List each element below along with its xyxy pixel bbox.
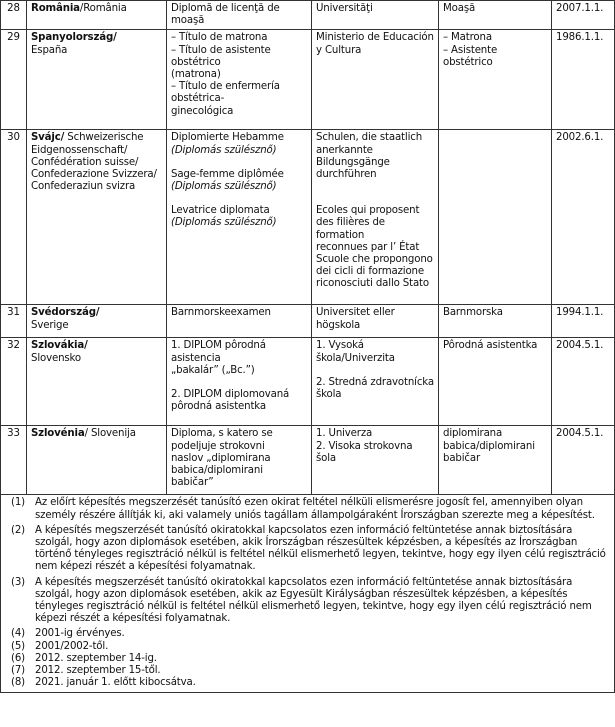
diploma-cell bbox=[167, 1, 312, 30]
table-row bbox=[1, 30, 615, 130]
issuer-line: riconosciuti dallo Stato bbox=[316, 278, 429, 290]
footnote bbox=[5, 497, 610, 521]
footnote-text: 2012. szeptember 14-ig. bbox=[35, 652, 157, 664]
date-cell: 2004.5.1. bbox=[552, 338, 615, 426]
country-name: Szlovákia/ bbox=[31, 340, 88, 352]
footnote-text: A képesítés megszerzését tanúsító okiratokkal kapcsolatos ezen információ feltüntetése annak biztosítására szolgál, hogy azon diplomások esetében, akik Írországban részesültek képzésben, a képesítés az Írországban történő tényleges regisztráció nélkül is feltétel nélkül elismerhető legyen, tekintve, hogy egy ilyen célú regisztráció nem képezi részét a képesítési folyamatnak. bbox=[35, 524, 606, 573]
footnotes-cell bbox=[1, 495, 615, 693]
issuer-line: Ecoles qui proposent bbox=[316, 205, 420, 217]
country-cell bbox=[27, 1, 167, 30]
footnote-text: 2001/2002-től. bbox=[35, 640, 109, 652]
row-number: 33 bbox=[1, 426, 27, 495]
footnote bbox=[5, 677, 610, 689]
diploma-cell bbox=[167, 30, 312, 130]
country-native-name: España bbox=[31, 44, 68, 56]
diploma-cell bbox=[167, 338, 312, 426]
country-cell bbox=[27, 130, 167, 305]
table-row bbox=[1, 338, 615, 426]
country-name: Svédország/ bbox=[31, 307, 100, 319]
issuer-line: škola/Univerzita bbox=[316, 352, 395, 364]
title-line: Barnmorska bbox=[443, 307, 503, 319]
diploma-line: naslov „diplomirana bbox=[171, 452, 271, 464]
table-row bbox=[1, 426, 615, 495]
country-name: România bbox=[31, 3, 80, 14]
title-line: babica/diplomirani bbox=[443, 440, 535, 452]
footnote-marker: (7) bbox=[11, 665, 25, 677]
diploma-line: Barnmorskeexamen bbox=[171, 307, 271, 319]
country-native-name: Schweizerische Eidgenossenschaft/ Confédération suisse/ Confederazione Svizzera/ Confederaziun svizra bbox=[31, 132, 157, 193]
row-number: 31 bbox=[1, 305, 27, 338]
issuer-cell bbox=[312, 30, 439, 130]
footnotes bbox=[1, 495, 614, 692]
title-line: Moaşă bbox=[443, 3, 476, 14]
footnote bbox=[5, 665, 610, 677]
diploma-translation: (Diplomás szülésznő) bbox=[171, 217, 277, 229]
diploma-line: obstétrico bbox=[171, 56, 221, 68]
issuer-line: durchführen bbox=[316, 169, 377, 181]
footnote bbox=[5, 577, 610, 626]
issuer-line: 2. Visoka strokovna šola bbox=[316, 440, 413, 464]
issuer-cell bbox=[312, 130, 439, 305]
diploma-line: – Título de asistente bbox=[171, 44, 271, 56]
footnote-marker: (1) bbox=[11, 497, 25, 509]
issuer-line: 1. Vysoká bbox=[316, 340, 364, 352]
issuer-cell bbox=[312, 338, 439, 426]
diploma-line: Diploma, s katero se bbox=[171, 428, 273, 440]
title-line: Pôrodná asistentka bbox=[443, 340, 538, 352]
footnote-marker: (5) bbox=[11, 640, 25, 652]
footnote bbox=[5, 641, 610, 653]
diploma-line: moaşă bbox=[171, 15, 205, 27]
diploma-line: Sage-femme diplômée bbox=[171, 168, 284, 180]
title-line: babičar bbox=[443, 452, 480, 464]
footnote-text: 2021. január 1. előtt kibocsátva. bbox=[35, 677, 196, 689]
title-cell bbox=[439, 338, 552, 426]
diploma-cell bbox=[167, 426, 312, 495]
diploma-cell bbox=[167, 130, 312, 305]
issuer-line: škola bbox=[316, 389, 342, 401]
diploma-translation: (Diplomás szülésznő) bbox=[171, 144, 277, 156]
title-cell bbox=[439, 30, 552, 130]
issuer-line: Ministerio de Educación bbox=[316, 32, 434, 44]
issuer-line: des filières de formation bbox=[316, 217, 385, 241]
issuer-cell bbox=[312, 305, 439, 338]
footnote-text: A képesítés megszerzését tanúsító okiratokkal kapcsolatos ezen információ feltüntetése annak biztosítására szolgál, hogy azon diplomások esetében, akik az Egyesült Királyságban részesültek képzésben, a képesítés tényleges regisztráció nélkül is feltétel nélkül elismerhető legyen, tekintve, hogy egy ilyen célú regisztráció nem képezi részét a képesítési folyamatnak. bbox=[35, 576, 592, 625]
footnote-text: Az előírt képesítés megszerzését tanúsító ezen okirat feltétel nélküli elismerésre jogosít fel, amennyiben olyan személy részére állítják ki, aki valamely uniós tagállam állampolgáraként Írországban szerezte meg a képesítést. bbox=[35, 497, 595, 521]
diploma-cell bbox=[167, 305, 312, 338]
issuer-line: Scuole che propongono bbox=[316, 254, 433, 266]
diploma-line: Levatrice diplomata bbox=[171, 205, 270, 217]
issuer-line: anerkannte bbox=[316, 144, 373, 156]
row-number: 30 bbox=[1, 130, 27, 305]
diploma-line: – Título de matrona bbox=[171, 32, 268, 44]
title-cell bbox=[439, 426, 552, 495]
country-native-name: /România bbox=[79, 3, 127, 14]
country-native-name: Slovensko bbox=[31, 352, 82, 364]
country-name: Spanyolország/ bbox=[31, 32, 117, 44]
issuer-line: 1. Univerza bbox=[316, 428, 373, 440]
date-cell: 1994.1.1. bbox=[552, 305, 615, 338]
diploma-line: Diplomierte Hebamme bbox=[171, 132, 284, 144]
row-number: 29 bbox=[1, 30, 27, 130]
footnote-marker: (4) bbox=[11, 628, 25, 640]
footnote-text: 2012. szeptember 15-től. bbox=[35, 665, 161, 677]
country-name: Szlovénia bbox=[31, 428, 85, 440]
title-cell bbox=[439, 130, 552, 305]
diploma-line: ginecológica bbox=[171, 105, 234, 117]
footnote-marker: (6) bbox=[11, 652, 25, 664]
footnote-marker: (8) bbox=[11, 677, 25, 689]
footnote-marker: (3) bbox=[11, 576, 25, 588]
issuer-line: reconnues par l’ État bbox=[316, 241, 420, 253]
diploma-line: „bakalár” („Bc.”) bbox=[171, 364, 255, 376]
date-cell: 1986.1.1. bbox=[552, 30, 615, 130]
issuer-line: Bildungsgänge bbox=[316, 156, 390, 168]
date-cell: 2007.1.1. bbox=[552, 1, 615, 30]
diploma-line: Diplomă de licenţă de bbox=[171, 3, 280, 14]
footnote bbox=[5, 628, 610, 640]
country-cell bbox=[27, 305, 167, 338]
country-name: Svájc/ bbox=[31, 132, 65, 144]
country-cell bbox=[27, 30, 167, 130]
footnote-text: 2001-ig érvényes. bbox=[35, 628, 125, 640]
diploma-line: pôrodná asistentka bbox=[171, 401, 266, 413]
diploma-line: babica/diplomirani bbox=[171, 465, 263, 477]
date-cell: 2004.5.1. bbox=[552, 426, 615, 495]
title-line: obstétrico bbox=[443, 56, 493, 68]
diploma-translation: (Diplomás szülésznő) bbox=[171, 181, 277, 193]
diploma-line: obstétrica- bbox=[171, 93, 225, 105]
table-row bbox=[1, 305, 615, 338]
row-number: 28 bbox=[1, 1, 27, 30]
row-number: 32 bbox=[1, 338, 27, 426]
title-cell bbox=[439, 305, 552, 338]
issuer-line: högskola bbox=[316, 319, 361, 331]
country-native-name: Sverige bbox=[31, 319, 69, 331]
issuer-cell bbox=[312, 1, 439, 30]
title-line: – Asistente bbox=[443, 44, 498, 56]
diploma-line: (matrona) bbox=[171, 69, 221, 81]
title-cell bbox=[439, 1, 552, 30]
country-cell bbox=[27, 338, 167, 426]
date-cell: 2002.6.1. bbox=[552, 130, 615, 305]
country-cell bbox=[27, 426, 167, 495]
footnote-marker: (2) bbox=[11, 524, 25, 536]
issuer-line: Universităţi bbox=[316, 3, 373, 14]
issuer-line: Universitet eller bbox=[316, 307, 395, 319]
issuer-cell bbox=[312, 426, 439, 495]
diploma-line: 1. DIPLOM pôrodná bbox=[171, 340, 266, 352]
country-native-name: / Slovenija bbox=[84, 428, 136, 440]
table-row bbox=[1, 1, 615, 30]
diploma-line: babičar” bbox=[171, 477, 214, 489]
title-line: – Matrona bbox=[443, 32, 492, 44]
diploma-line: – Título de enfermería bbox=[171, 81, 280, 93]
diploma-line: asistencia bbox=[171, 352, 221, 364]
diploma-line: podeljuje strokovni bbox=[171, 440, 265, 452]
diploma-line: 2. DIPLOM diplomovaná bbox=[171, 389, 290, 401]
footnotes-row bbox=[1, 495, 615, 693]
table-row bbox=[1, 130, 615, 305]
title-line: diplomirana bbox=[443, 428, 503, 440]
issuer-line: y Cultura bbox=[316, 44, 362, 56]
footnote bbox=[5, 525, 610, 574]
footnote bbox=[5, 653, 610, 665]
issuer-line: dei cicli di formazione bbox=[316, 266, 424, 278]
issuer-line: 2. Stredná zdravotnícka bbox=[316, 376, 434, 388]
issuer-line: Schulen, die staatlich bbox=[316, 132, 423, 144]
